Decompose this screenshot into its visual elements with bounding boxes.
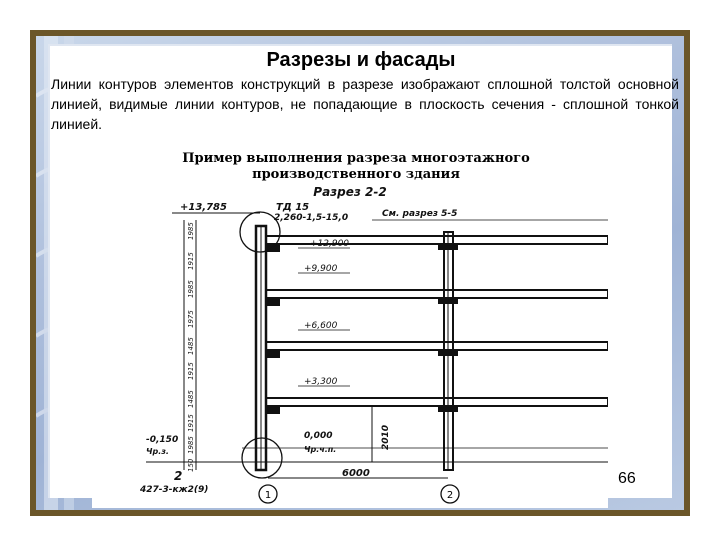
drawing-svg bbox=[92, 140, 608, 508]
dim-label: 1915 bbox=[187, 252, 195, 270]
dim-label: 1975 bbox=[187, 310, 195, 328]
dim-label: 1985 bbox=[187, 222, 195, 240]
section-label: Разрез 2-2 bbox=[313, 185, 387, 199]
level-mark: +3,300 bbox=[304, 377, 338, 387]
dim-label: 1915 bbox=[187, 414, 195, 432]
dim-label: 150 bbox=[187, 458, 195, 472]
drawing-heading-1: Пример выполнения разреза многоэтажного bbox=[182, 151, 530, 166]
dim-label: 1485 bbox=[187, 390, 195, 408]
level-mark: +12,900 bbox=[310, 239, 350, 249]
dim-label: 1915 bbox=[187, 362, 195, 380]
dim-label: 1485 bbox=[187, 337, 195, 355]
left-number: 2 bbox=[174, 469, 183, 483]
slide-title: Разрезы и фасады bbox=[266, 49, 456, 71]
span-dim-label: 6000 bbox=[342, 468, 370, 479]
page-number: 66 bbox=[618, 470, 636, 487]
axis-label: 2 bbox=[446, 490, 454, 501]
dim-2-label: 2,260-1,5-15,0 bbox=[274, 213, 349, 223]
dim-label: 1985 bbox=[187, 436, 195, 454]
dim-1-label: ТД 15 bbox=[276, 202, 310, 213]
top-level-mark: +13,785 bbox=[180, 202, 227, 213]
vertical-dim-label: 2010 bbox=[381, 424, 391, 450]
zero-mark: 0,000 bbox=[304, 431, 333, 441]
slide-body-text: Линии контуров элементов конструкций в разрезе изображают сплошной толстой основной линией, видимые линии контуров, не попадающие в плоскость сечения - сплошной тонкой линией. bbox=[51, 76, 679, 132]
low-note: Чр.з. bbox=[146, 447, 169, 456]
dim-label: 1985 bbox=[187, 280, 195, 298]
drawing-stamp: 427-3-кж2(9) bbox=[140, 485, 209, 495]
zero-note: Чр.ч.п. bbox=[304, 445, 337, 454]
axis-label: 1 bbox=[264, 490, 272, 501]
level-mark: +6,600 bbox=[304, 321, 338, 331]
drawing-heading-2: производственного здания bbox=[252, 167, 460, 182]
reference-label: См. разрез 5-5 bbox=[382, 209, 458, 219]
low-mark: -0,150 bbox=[146, 435, 179, 445]
level-mark: +9,900 bbox=[304, 264, 338, 274]
section-drawing bbox=[92, 140, 608, 508]
